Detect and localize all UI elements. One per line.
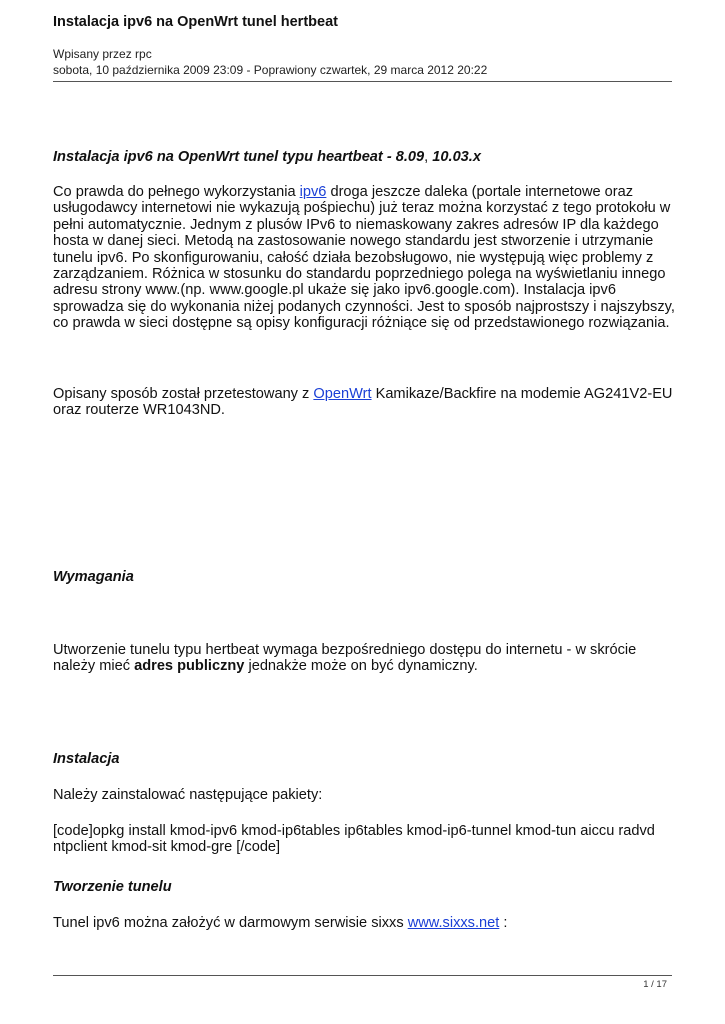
- tested-paragraph: [53, 386, 678, 419]
- page-number: 1 / 17: [643, 979, 667, 990]
- intro-text-start: Co prawda do pełnego wykorzystania: [53, 184, 300, 200]
- openwrt-link[interactable]: OpenWrt: [313, 386, 372, 402]
- footer-divider: [53, 975, 672, 976]
- install-code: [53, 823, 678, 856]
- tunnel-heading-text: Tworzenie tunelu: [53, 879, 172, 895]
- sixxs-link[interactable]: www.sixxs.net: [407, 915, 500, 931]
- tested-text-start: Opisany sposób został przetestowany z: [53, 386, 314, 402]
- intro-text-rest: droga jeszcze daleka (portale internetowe oraz usługodawcy internetowi nie wykazują pośpiechu) już teraz można korzystać z tego protokołu w pełni automatycznie. Jednym z plusów IPv6 to niemaskowany zakres adresów IP dla każdego hosta w danej sieci. Metodą na zastosowanie nowego standardu jest stworzenie i utrzymanie tunelu ipv6. Po skonfigurowaniu, całość działa bezobsługowo, nie występują więc problemy z zarządzaniem. Różnica w stosunku do standardu poprzedniego polega na wyświetlaniu innego adresu strony www.(np. www.google.pl ukaże się jako ipv6.google.com). Instalacja ipv6 sprowadza się do wykonania niżej podanych czynności. Jest to sposób najprostszy i najszybszy, co prawda w sieci dostępne są opisy konfiguracji różniące się od przedstawionego rozwiązania.: [53, 184, 675, 332]
- article-title-separator: ,: [424, 149, 433, 165]
- tunnel-paragraph: [53, 915, 678, 931]
- article-meta: [53, 46, 487, 78]
- document-title: Instalacja ipv6 na OpenWrt tunel hertbeat: [53, 14, 338, 30]
- article-title-version: 10.03.x: [432, 149, 481, 165]
- requirements-text-end: jednakże może on być dynamiczny.: [244, 658, 478, 675]
- requirements-heading: [53, 569, 678, 585]
- ipv6-link[interactable]: ipv6: [299, 184, 327, 200]
- install-heading: [53, 751, 678, 767]
- install-intro-text: Należy zainstalować następujące pakiety:: [53, 787, 323, 803]
- tunnel-text-start: Tunel ipv6 można założyć w darmowym serwisie sixxs: [53, 915, 408, 931]
- requirements-text-start: Utworzenie tunelu typu hertbeat wymaga bezpośredniego dostępu do internetu - w skrócie należy mieć: [53, 642, 637, 675]
- tunnel-heading: [53, 879, 678, 895]
- public-address-bold: adres publiczny: [134, 658, 245, 675]
- install-code-text: [code]opkg install kmod-ipv6 kmod-ip6tables ip6tables kmod-ip6-tunnel kmod-tun aiccu radvd ntpclient kmod-sit kmod-gre [/code]: [53, 823, 655, 856]
- tested-text-rest: Kamikaze/Backfire na modemie AG241V2-EU oraz routerze WR1043ND.: [53, 386, 673, 419]
- install-intro: [53, 787, 678, 803]
- header-divider: [53, 81, 672, 82]
- article-title: [53, 149, 678, 165]
- requirements-heading-text: Wymagania: [53, 569, 134, 585]
- install-heading-text: Instalacja: [53, 751, 120, 767]
- tunnel-text-end: :: [499, 915, 508, 931]
- intro-paragraph: [53, 184, 678, 332]
- date-line: sobota, 10 października 2009 23:09 - Poprawiony czwartek, 29 marca 2012 20:22: [53, 63, 488, 77]
- article-title-main: Instalacja ipv6 na OpenWrt tunel typu heartbeat - 8.09: [53, 149, 425, 165]
- requirements-paragraph: [53, 642, 678, 675]
- author-line: Wpisany przez rpc: [53, 47, 152, 61]
